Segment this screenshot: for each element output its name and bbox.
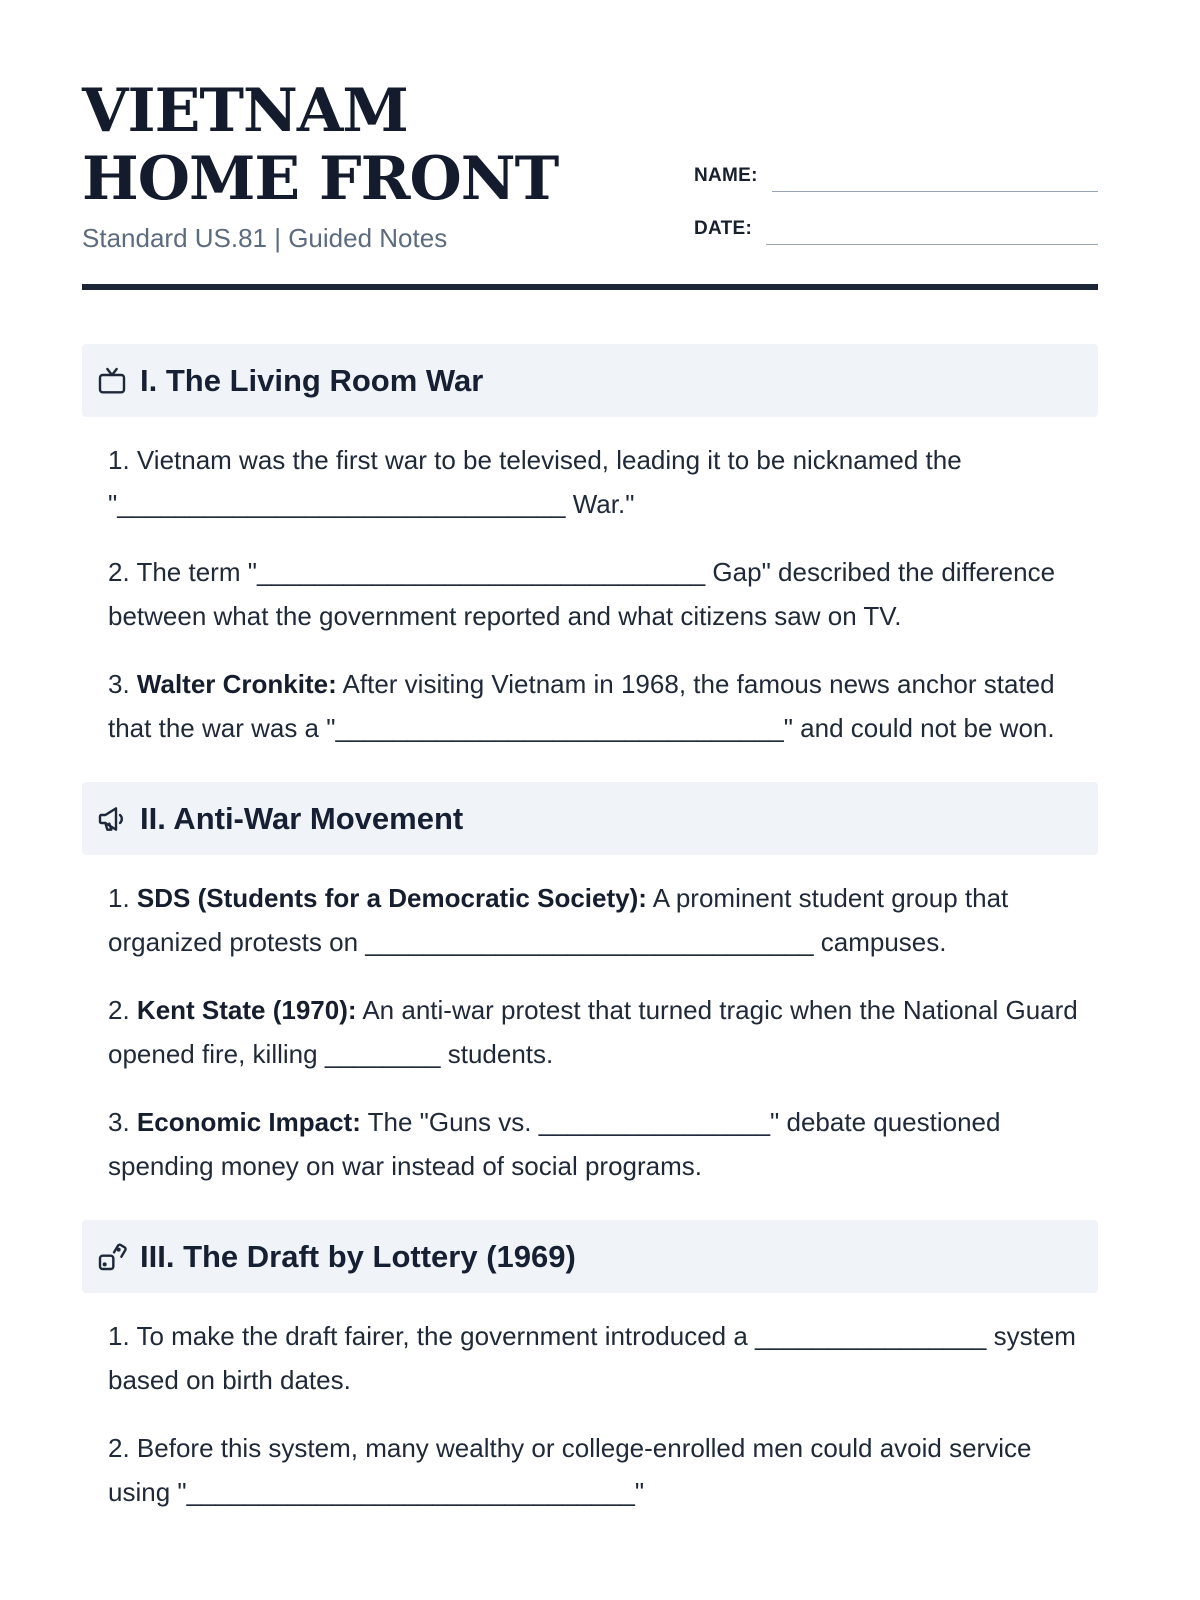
item-text-end: students. bbox=[440, 1038, 554, 1069]
answer-blank[interactable]: ________________ bbox=[538, 1107, 771, 1137]
section-title: I. The Living Room War bbox=[140, 362, 484, 398]
section-heading bbox=[82, 1220, 1098, 1293]
answer-blank[interactable]: _______________________________ bbox=[186, 1476, 635, 1507]
section-title: II. Anti-War Movement bbox=[140, 800, 464, 836]
item-text: The term " bbox=[136, 557, 257, 587]
item-number: 2. bbox=[108, 995, 130, 1025]
item-number: 3. bbox=[108, 669, 130, 699]
name-field bbox=[694, 142, 1098, 195]
date-input-line[interactable] bbox=[766, 224, 1098, 245]
list-item bbox=[108, 1101, 1098, 1188]
header-divider bbox=[82, 284, 1098, 290]
list-item bbox=[108, 663, 1098, 750]
section-items bbox=[82, 1293, 1098, 1514]
student-fields bbox=[694, 142, 1098, 254]
section-anti-war-movement bbox=[82, 782, 1098, 1188]
date-field bbox=[694, 195, 1098, 248]
answer-blank[interactable]: _______________________________ bbox=[365, 926, 814, 957]
answer-blank[interactable]: _______________________________ bbox=[335, 712, 784, 743]
name-label: NAME: bbox=[694, 165, 758, 186]
item-text: To make the draft fairer, the government introduced a bbox=[136, 1321, 756, 1351]
worksheet-header bbox=[82, 0, 1098, 260]
dice-icon bbox=[96, 1241, 128, 1273]
answer-blank[interactable]: ________ bbox=[324, 1038, 441, 1069]
answer-blank[interactable]: ________________ bbox=[755, 1321, 987, 1351]
item-text-end: War." bbox=[565, 488, 635, 519]
item-term: SDS (Students for a Democratic Society): bbox=[136, 883, 647, 913]
section-title: III. The Draft by Lottery (1969) bbox=[140, 1238, 576, 1274]
item-number: 1. bbox=[108, 1321, 130, 1351]
item-number: 2. bbox=[108, 557, 130, 587]
tv-icon bbox=[96, 365, 128, 397]
item-text-end: campuses. bbox=[813, 926, 947, 957]
item-text-end: " bbox=[634, 1476, 645, 1507]
list-item bbox=[108, 439, 1098, 526]
name-input-line[interactable] bbox=[772, 171, 1098, 192]
section-items bbox=[82, 417, 1098, 750]
section-living-room-war bbox=[82, 344, 1098, 750]
item-text: Vietnam was the first war to be televised, leading it to be nicknamed the " bbox=[108, 445, 962, 519]
item-text: Before this system, many wealthy or college-enrolled men could avoid service using " bbox=[108, 1433, 1032, 1507]
section-heading bbox=[82, 344, 1098, 417]
answer-blank[interactable]: _______________________________ bbox=[117, 488, 566, 519]
list-item bbox=[108, 1427, 1098, 1514]
item-text-end: " and could not be won. bbox=[783, 712, 1055, 743]
page-subtitle: Standard US.81 | Guided Notes bbox=[82, 223, 448, 253]
title-block bbox=[82, 0, 642, 254]
list-item bbox=[108, 877, 1098, 964]
date-label: DATE: bbox=[694, 218, 753, 239]
megaphone-icon bbox=[96, 803, 128, 835]
item-text: The "Guns vs. bbox=[360, 1107, 539, 1137]
item-text: An anti-war protest that turned tragic when the National Guard opened fire, killing bbox=[108, 995, 1078, 1069]
section-heading bbox=[82, 782, 1098, 855]
item-text-end: system based on birth dates. bbox=[108, 1321, 1076, 1395]
item-text: After visiting Vietnam in 1968, the famous news anchor stated that the war was a " bbox=[108, 669, 1055, 743]
item-term: Economic Impact: bbox=[136, 1107, 361, 1137]
answer-blank[interactable]: _______________________________ bbox=[256, 557, 706, 587]
item-number: 3. bbox=[108, 1107, 130, 1137]
item-term: Walter Cronkite: bbox=[136, 669, 337, 699]
list-item bbox=[108, 989, 1098, 1076]
item-text: A prominent student group that organized protests on bbox=[108, 883, 1009, 957]
item-text-end: " debate questioned spending money on war instead of social programs. bbox=[108, 1107, 1001, 1181]
item-number: 2. bbox=[108, 1433, 130, 1463]
page-title: VIETNAM HOME FRONT bbox=[82, 76, 559, 214]
section-draft-lottery bbox=[82, 1220, 1098, 1514]
item-number: 1. bbox=[108, 445, 130, 475]
item-text-end: Gap" described the difference between what the government reported and what citizens saw on TV. bbox=[108, 557, 1056, 631]
list-item bbox=[108, 551, 1098, 638]
list-item bbox=[108, 1315, 1098, 1402]
item-term: Kent State (1970): bbox=[136, 995, 357, 1025]
item-number: 1. bbox=[108, 883, 130, 913]
section-items bbox=[82, 855, 1098, 1188]
